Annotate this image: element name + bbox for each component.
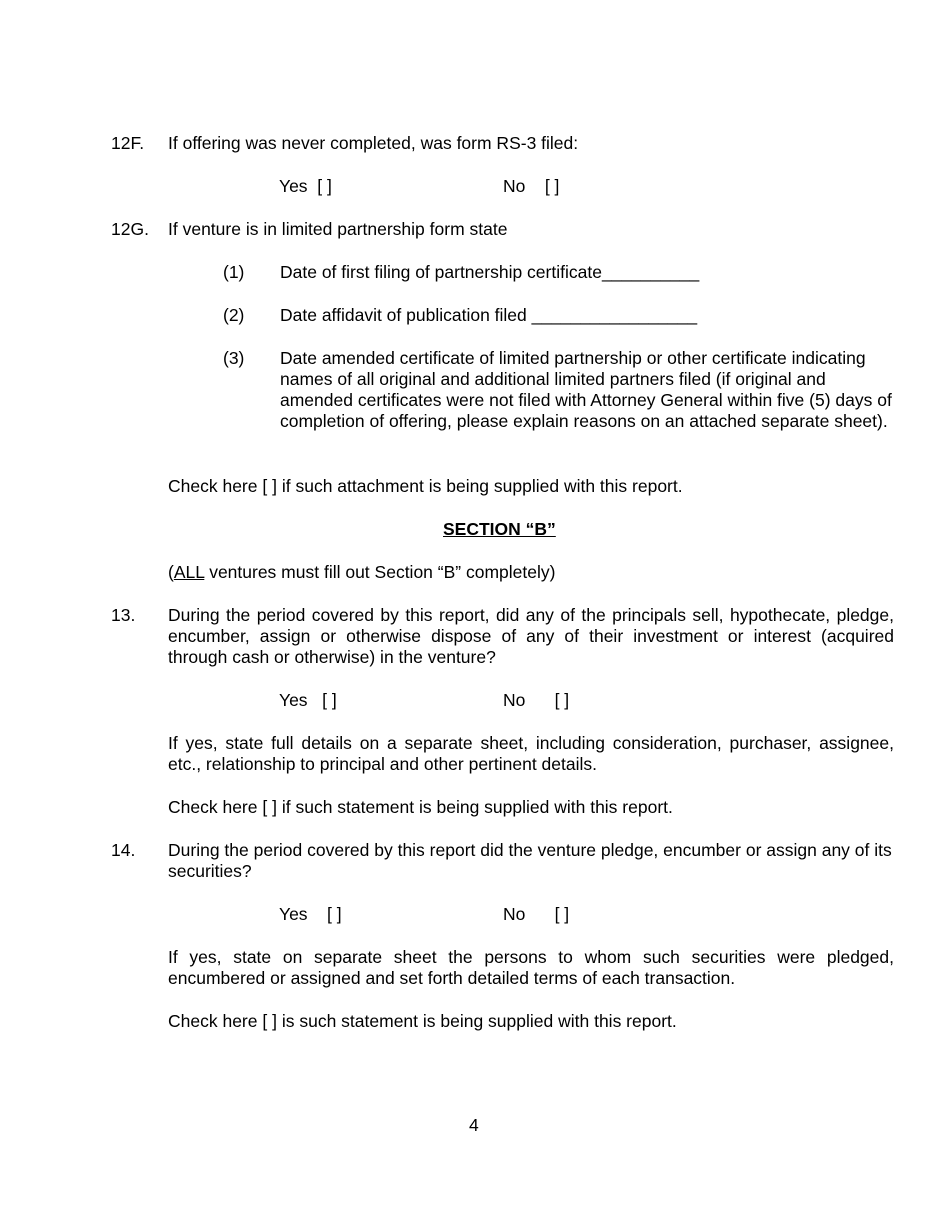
- q13-yes-checkbox[interactable]: [ ]: [322, 690, 337, 710]
- check-suffix: is such statement is being supplied with this report.: [281, 1011, 677, 1031]
- note-rest: ventures must fill out Section “B” completely): [204, 562, 556, 582]
- q13-no-label: No: [503, 690, 526, 710]
- q12g-number: 12G.: [111, 219, 149, 239]
- q12f-number: 12F.: [111, 133, 145, 153]
- note-all: ALL: [173, 562, 205, 582]
- check-prefix: Check here: [168, 1011, 258, 1031]
- q14-statement-check: [168, 1011, 677, 1032]
- q12f-no-label: No: [503, 176, 526, 196]
- check-prefix: Check here: [168, 476, 258, 496]
- q12f-no-checkbox[interactable]: [ ]: [544, 176, 560, 196]
- q13-number: 13.: [111, 605, 136, 625]
- q13-no-checkbox[interactable]: [ ]: [554, 690, 570, 710]
- q12g-item-2-number: (2): [223, 305, 245, 325]
- q12g-attachment-checkbox[interactable]: [ ]: [262, 476, 277, 496]
- q13-no-option: [503, 690, 569, 711]
- q13-details: If yes, state full details on a separate sheet, including consideration, purchaser, assignee, etc., relationship to principal and other pertinent details.: [168, 733, 894, 774]
- page-number: 4: [469, 1115, 479, 1135]
- q14-statement-checkbox[interactable]: [ ]: [262, 1011, 277, 1031]
- note-paren: (: [168, 562, 174, 582]
- q14-yes-checkbox[interactable]: [ ]: [327, 904, 342, 924]
- q12g-item-3-text: Date amended certificate of limited partnership or other certificate indicating names of all original and additional limited partners filed (if original and amended certificates were not filed with Attorney General within five (5) days of completion of offering, please explain reasons on an attached separate sheet).: [280, 348, 892, 431]
- section-b-heading: SECTION “B”: [443, 519, 556, 539]
- q13-statement-checkbox[interactable]: [ ]: [262, 797, 277, 817]
- q13-question: During the period covered by this report, did any of the principals sell, hypothecate, pledge, encumber, assign or otherwise dispose of any of their investment or interest (acquired through cash or otherwise) in the venture?: [168, 605, 894, 667]
- q14-question: During the period covered by this report did the venture pledge, encumber or assign any of its securities?: [168, 840, 892, 881]
- q13-statement-check: [168, 797, 673, 818]
- q14-no-label: No: [503, 904, 526, 924]
- section-b-note: [168, 562, 555, 583]
- q12g-item-1-text: Date of first filing of partnership certificate__________: [280, 262, 700, 282]
- q12g-attachment-check: [168, 476, 683, 497]
- q14-number: 14.: [111, 840, 136, 860]
- q13-yes-option: [279, 690, 337, 711]
- q12g-question: If venture is in limited partnership form state: [168, 219, 508, 239]
- q12g-item-1-number: (1): [223, 262, 245, 282]
- q12f-yes-checkbox[interactable]: [ ]: [317, 176, 332, 196]
- q13-yes-label: Yes: [279, 690, 308, 710]
- q12f-question: If offering was never completed, was form RS-3 filed:: [168, 133, 579, 153]
- q14-no-checkbox[interactable]: [ ]: [554, 904, 570, 924]
- check-suffix: if such statement is being supplied with this report.: [281, 797, 673, 817]
- q14-details: If yes, state on separate sheet the persons to whom such securities were pledged, encumbered or assigned and set forth detailed terms of each transaction.: [168, 947, 894, 988]
- q14-yes-label: Yes: [279, 904, 308, 924]
- check-prefix: Check here: [168, 797, 258, 817]
- q14-yes-option: [279, 904, 342, 925]
- q12f-yes-label: Yes: [279, 176, 308, 196]
- q12g-item-2-text: Date affidavit of publication filed _________________: [280, 305, 698, 325]
- q12f-yes-option: [279, 176, 332, 197]
- q14-no-option: [503, 904, 569, 925]
- q12g-item-3-number: (3): [223, 348, 245, 368]
- check-suffix: if such attachment is being supplied with this report.: [281, 476, 683, 496]
- q12f-no-option: [503, 176, 559, 197]
